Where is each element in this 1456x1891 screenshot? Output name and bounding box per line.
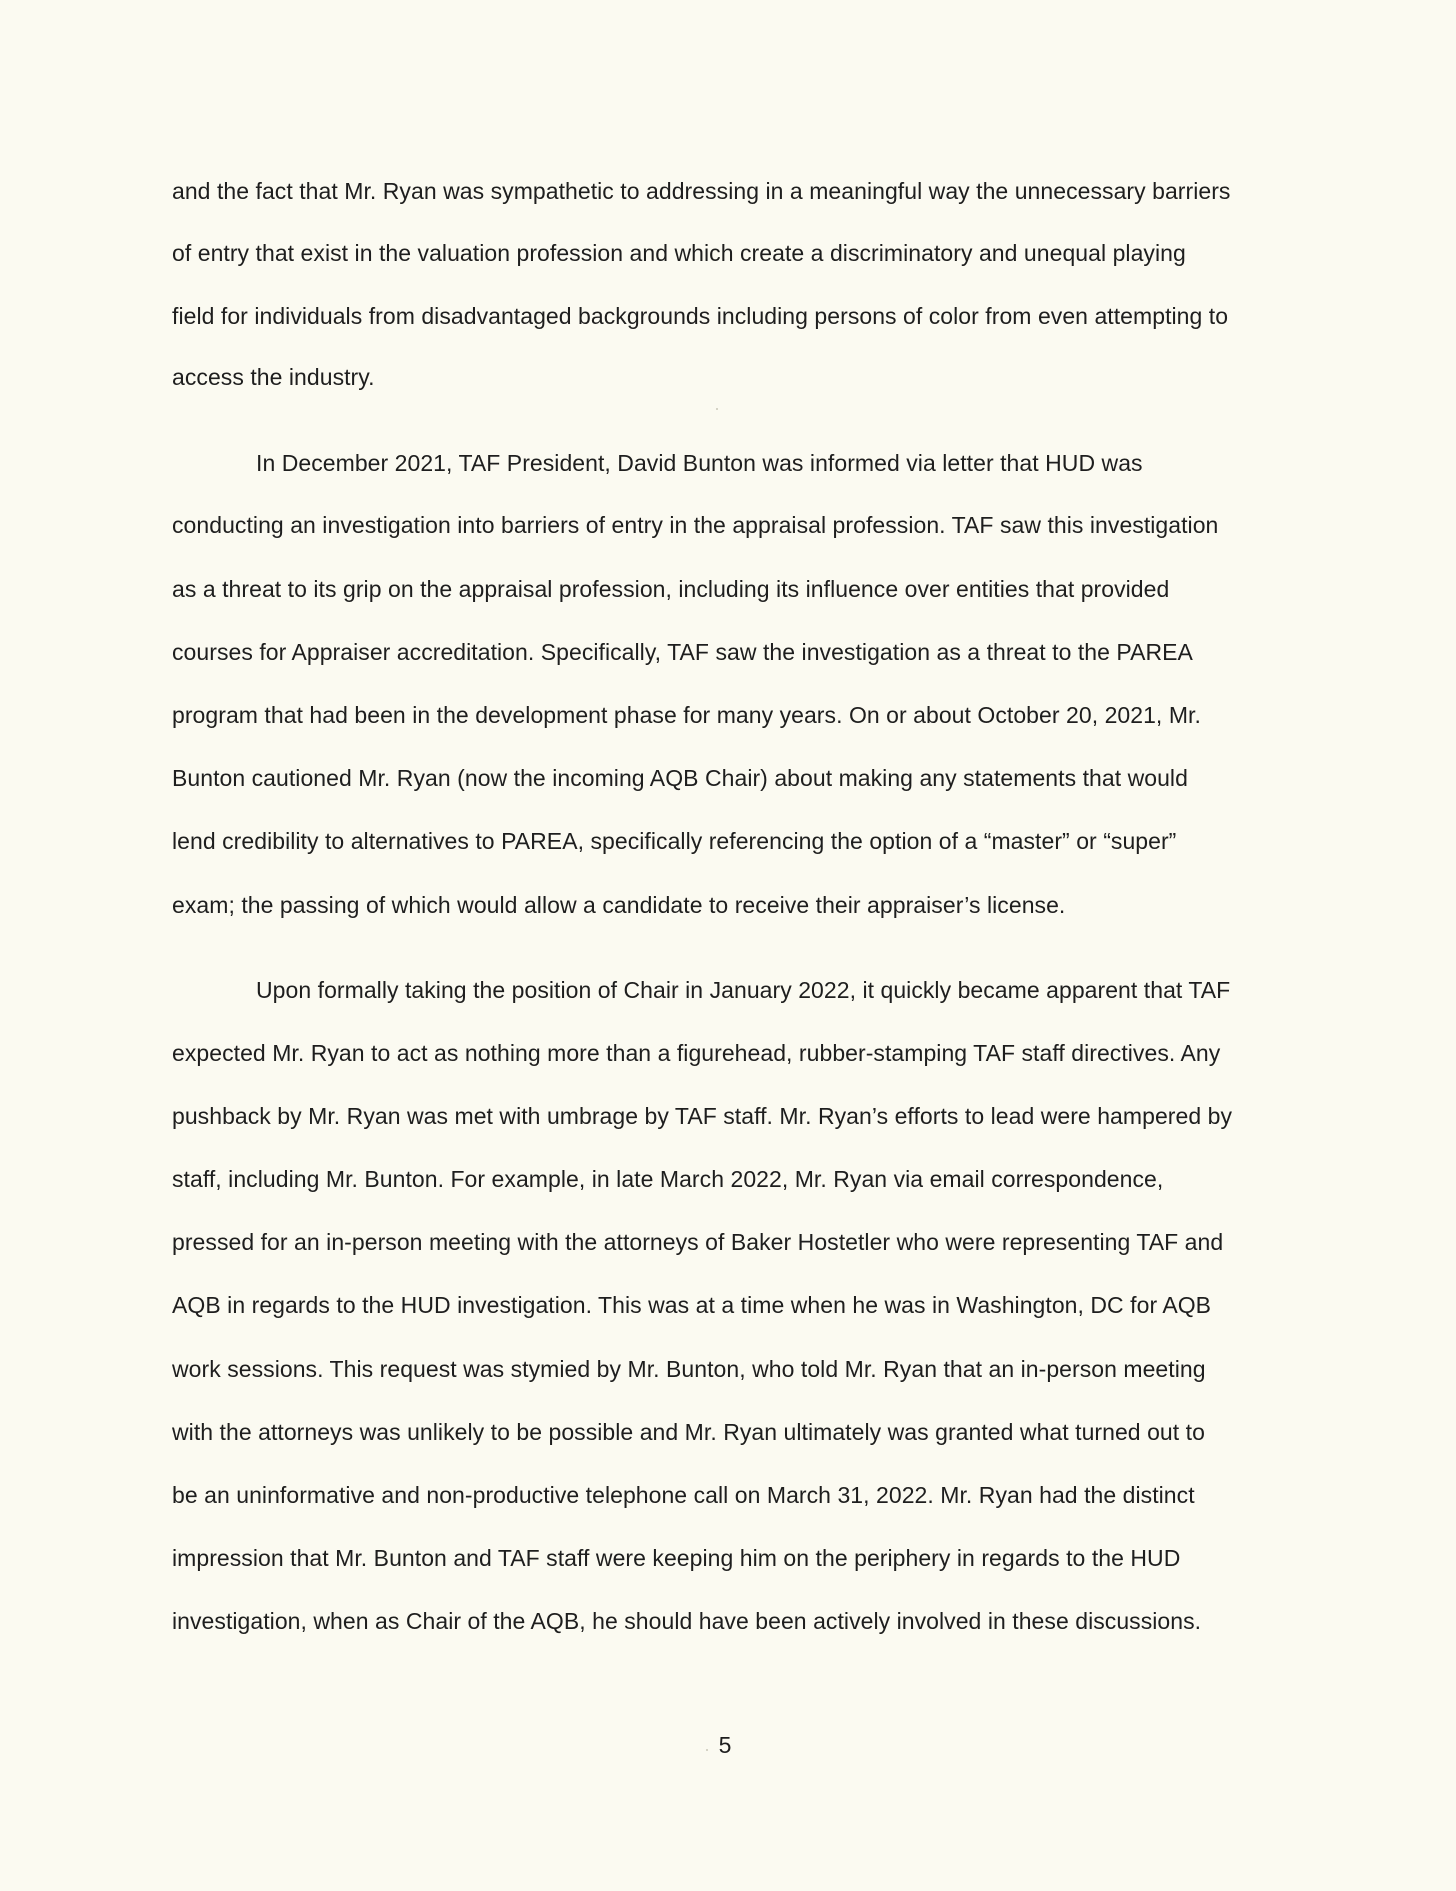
text-line: Upon formally taking the position of Chair in January 2022, it quickly became apparent that TAF [256,977,1231,1003]
text-line: pressed for an in-person meeting with the attorneys of Baker Hostetler who were representing TAF and [172,1229,1224,1255]
text-line: exam; the passing of which would allow a candidate to receive their appraiser’s license. [172,892,1066,918]
text-line: field for individuals from disadvantaged backgrounds including persons of color from even attempting to [172,303,1229,329]
text-line: and the fact that Mr. Ryan was sympathetic to addressing in a meaningful way the unnecessary barriers [172,178,1231,204]
text-line: expected Mr. Ryan to act as nothing more than a figurehead, rubber-stamping TAF staff directives. Any [172,1040,1221,1066]
scan-speck [706,1749,708,1751]
text-line: pushback by Mr. Ryan was met with umbrage by TAF staff. Mr. Ryan’s efforts to lead were hampered by [172,1103,1233,1129]
text-line: conducting an investigation into barriers of entry in the appraisal profession. TAF saw this investigation [172,512,1219,538]
text-line: In December 2021, TAF President, David Bunton was informed via letter that HUD was [256,450,1143,476]
text-line: work sessions. This request was stymied by Mr. Bunton, who told Mr. Ryan that an in-person meeting [172,1356,1206,1382]
text-line: investigation, when as Chair of the AQB, he should have been actively involved in these discussions. [172,1608,1202,1634]
text-line: with the attorneys was unlikely to be possible and Mr. Ryan ultimately was granted what turned out to [172,1419,1205,1445]
text-line: courses for Appraiser accreditation. Specifically, TAF saw the investigation as a threat to the PAREA [172,639,1193,665]
text-line: access the industry. [172,364,375,390]
page-number: 5 [718,1732,732,1758]
text-line: program that had been in the development phase for many years. On or about October 20, 2021, Mr. [172,702,1201,728]
scan-speck [716,408,718,410]
text-line: impression that Mr. Bunton and TAF staff were keeping him on the periphery in regards to the HUD [172,1545,1181,1571]
text-line: staff, including Mr. Bunton. For example, in late March 2022, Mr. Ryan via email correspondence, [172,1166,1164,1192]
text-line: lend credibility to alternatives to PAREA, specifically referencing the option of a “master” or “super” [172,828,1177,854]
text-line: be an uninformative and non-productive telephone call on March 31, 2022. Mr. Ryan had the distinct [172,1482,1195,1508]
text-line: of entry that exist in the valuation profession and which create a discriminatory and unequal playing [172,240,1186,266]
text-line: AQB in regards to the HUD investigation. This was at a time when he was in Washington, DC for AQB [172,1292,1212,1318]
text-line: as a threat to its grip on the appraisal profession, including its influence over entities that provided [172,576,1170,602]
text-line: Bunton cautioned Mr. Ryan (now the incoming AQB Chair) about making any statements that would [172,765,1188,791]
